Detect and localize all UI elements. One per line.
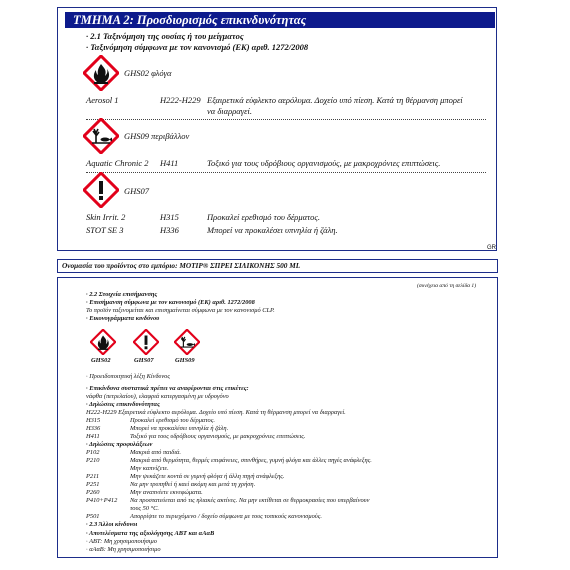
prec-code: P260 xyxy=(86,489,100,496)
hazard-text-cont: να διαρραγεί. xyxy=(207,106,252,116)
hazard-statements-title: · Δηλώσεις επικινδυνότητας xyxy=(86,401,160,408)
hazard-text: Προκαλεί ερεθισμό του δέρματος. xyxy=(130,417,215,424)
ghs09-label: GHS09 περιβάλλον xyxy=(124,131,190,141)
hazard-text: Τοξικό για τους υδρόβιους οργανισμούς, με μακροχρόνιες επιπτώσεις. xyxy=(130,433,306,440)
hazard-class: STOT SE 3 xyxy=(86,225,124,235)
s22-clp: Το προϊόν ταξινομείται και επισημαίνεται σύμφωνα με τον κανονισμό CLP. xyxy=(86,307,275,314)
vpvb-value: · αΑαΒ: Μη χρησιμοποιήσιμο xyxy=(86,546,161,553)
hazard-class: Aerosol 1 xyxy=(86,95,119,105)
language-tag: GR xyxy=(487,245,496,251)
hazard-text: Μπορεί να προκαλέσει υπνηλία ή ζάλη. xyxy=(130,425,229,432)
components-text: νάφθα (πετρελαίου), ελαφριά κατεργασμένη με υδρογόνο xyxy=(86,393,229,400)
ghs02-small-icon xyxy=(90,329,116,355)
ghs02-flame-icon xyxy=(83,55,119,91)
ghs09-small-icon xyxy=(174,329,200,355)
product-name: Ονομασία του προϊόντος στο εμπόριο: MOTIP® ΣΠΡΕΙ ΣΙΛΙΚΟΝΗΣ 500 ML xyxy=(62,261,301,270)
prec-text: Μην αναπνέετε εκνεφώματα. xyxy=(130,489,203,496)
ghs09-environment-icon xyxy=(83,118,119,154)
hazard-class: Aquatic Chronic 2 xyxy=(86,158,149,168)
prec-code: P501 xyxy=(86,513,100,520)
ghs07-small-icon xyxy=(133,329,159,355)
pbt-value: · ΑΒΤ: Μη χρησιμοποιήσιμο xyxy=(86,538,157,545)
hazard-code: H315 xyxy=(160,212,179,222)
prec-text: Μην ψεκάζετε κοντά σε γυμνή φλόγα ή άλλη πηγή ανάφλεξης. xyxy=(130,473,285,480)
hazard-text: Μπορεί να προκαλέσει υπνηλία ή ζάλη. xyxy=(207,225,338,235)
hazard-text: Τοξικό για τους υδρόβιους οργανισμούς, με μακροχρόνιες επιπτώσεις. xyxy=(207,158,441,168)
prec-text: Μακριά από θερμότητα, θερμές επιφάνειες, σπινθήρες, γυμνή φλόγα και άλλες πηγές ανάφλεξης. xyxy=(130,457,372,464)
hazard-code: H222-H229 xyxy=(160,95,201,105)
s23-heading: · 2.3 Άλλοι κίνδυνοι xyxy=(86,521,138,528)
pictogram-label: GHS09 xyxy=(175,357,195,364)
pictogram-label: GHS02 xyxy=(91,357,111,364)
precautionary-title: · Δηλώσεις προφυλάξεων xyxy=(86,441,153,448)
pictogram-label: GHS07 xyxy=(134,357,154,364)
pictograms-title: · Εικονογράμματα κινδύνου xyxy=(86,315,160,322)
pbt-title: · Αποτελέσματα της αξιολόγησης ΑΒΤ και αΑαΒ xyxy=(86,530,215,537)
divider xyxy=(86,119,486,120)
prec-text: Απορρίψτε το περιεχόμενο / δοχείο σύμφωνα με τους τοπικούς κανονισμούς. xyxy=(130,513,322,520)
ghs02-label: GHS02 φλόγα xyxy=(124,68,172,78)
prec-text-cont: τους 50 °C. xyxy=(130,505,160,512)
hazard-code: H336 xyxy=(160,225,179,235)
prec-text: Να προστατεύεται από τις ηλιακές ακτίνες. Να μην εκτίθεται σε θερμοκρασίες που υπερβαίνουν xyxy=(130,497,370,504)
hazard-class: Skin Irrit. 2 xyxy=(86,212,126,222)
s22-regulation: · Επισήμανση σύμφωνα με τον κανονισμό (ΕΚ) αριθ. 1272/2008 xyxy=(86,299,255,306)
ghs07-exclamation-icon xyxy=(83,172,119,208)
prec-text: Να μην τρυπηθεί ή καεί ακόμη και μετά τη χρήση. xyxy=(130,481,256,488)
prec-code: P211 xyxy=(86,473,100,480)
divider xyxy=(86,172,486,173)
hazard-code: H315 xyxy=(86,417,101,424)
hazard-text: Εξαιρετικά εύφλεκτο αερόλυμα. Δοχείο υπό πίεση. Κατά τη θέρμανση μπορεί xyxy=(207,95,463,105)
prec-code: P251 xyxy=(86,481,100,488)
s21-heading: · 2.1 Ταξινόμηση της ουσίας ή του μείγματος xyxy=(86,31,244,41)
continued-note: (συνέχεια από τη σελίδα 1) xyxy=(417,283,477,289)
hazard-code: H336 xyxy=(86,425,101,432)
s22-heading: · 2.2 Στοιχεία επισήμανσης xyxy=(86,291,158,298)
prec-text-cont: Μην καπνίζετε. xyxy=(130,465,169,472)
hazard-code: H411 xyxy=(86,433,100,440)
components-title: · Επικίνδυνα συστατικά πρέπει να αναφέρονται στις ετικέτες: xyxy=(86,385,249,392)
prec-code: P210 xyxy=(86,457,100,464)
section-title: ΤΜΗΜΑ 2: Προσδιορισμός επικινδυνότητας xyxy=(65,12,495,28)
hazard-statement: H222-H229 Εξαιρετικά εύφλεκτο αερόλυμα. Δοχείο υπό πίεση. Κατά τη θέρμανση μπορεί να διαρραγεί. xyxy=(86,409,346,416)
ghs07-label: GHS07 xyxy=(124,186,150,196)
hazard-code: H411 xyxy=(160,158,179,168)
prec-code: P410+P412 xyxy=(86,497,118,504)
prec-text: Μακριά από παιδιά. xyxy=(130,449,181,456)
prec-code: P102 xyxy=(86,449,100,456)
s21-subheading: · Ταξινόμηση σύμφωνα με τον κανονισμό (ΕΚ) αριθ. 1272/2008 xyxy=(86,42,309,52)
signal-word: · Προειδοποιητική λέξη Κίνδυνος xyxy=(86,373,170,380)
hazard-text: Προκαλεί ερεθισμό του δέρματος. xyxy=(207,212,320,222)
